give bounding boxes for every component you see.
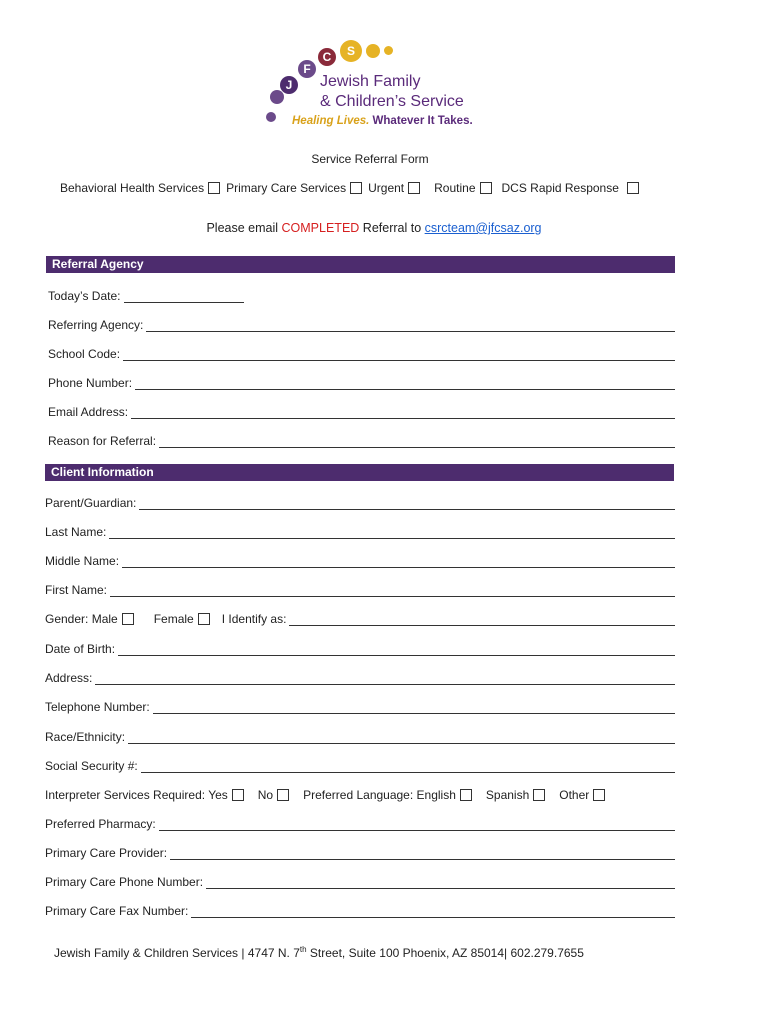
logo-dot — [384, 46, 393, 55]
first-name-input[interactable] — [110, 585, 675, 597]
referring-agency-input[interactable] — [146, 320, 675, 332]
logo-name-line2: & Children’s Service — [320, 93, 464, 110]
logo-dot — [270, 90, 284, 104]
footer-address: Jewish Family & Children Services | 4747 N. 7th Street, Suite 100 Phoenix, AZ 85014| 602.279.7655 — [54, 945, 584, 960]
phone-number-input[interactable] — [135, 378, 675, 390]
language-other-checkbox[interactable] — [593, 789, 605, 801]
primary-care-provider-input[interactable] — [170, 848, 675, 860]
logo-dot — [266, 112, 276, 122]
race-ethnicity-input[interactable] — [128, 732, 675, 744]
routine-checkbox[interactable] — [480, 182, 492, 194]
service-type-row — [60, 181, 680, 195]
referral-email-link[interactable]: csrcteam@jfcsaz.org — [424, 221, 542, 235]
primary-care-checkbox[interactable] — [350, 182, 362, 194]
reason-for-referral-field: Reason for Referral: — [48, 432, 675, 448]
interpreter-no-checkbox[interactable] — [277, 789, 289, 801]
gender-row: Gender: Male Female I Identify as: — [45, 610, 675, 626]
todays-date-input[interactable] — [124, 291, 244, 303]
email-address-input[interactable] — [131, 407, 675, 419]
telephone-number-input[interactable] — [153, 702, 675, 714]
service-option: Urgent — [368, 181, 434, 195]
service-option: Routine — [434, 181, 501, 195]
date-of-birth-input[interactable] — [118, 644, 675, 656]
logo-name-line1: Jewish Family — [320, 73, 421, 90]
social-security-input[interactable] — [141, 761, 675, 773]
interpreter-yes-checkbox[interactable] — [232, 789, 244, 801]
preferred-pharmacy-field: Preferred Pharmacy: — [45, 815, 675, 831]
logo-letter-s: S — [340, 40, 362, 62]
form-title: Service Referral Form — [311, 152, 429, 166]
reason-for-referral-input[interactable] — [159, 436, 675, 448]
first-name-field: First Name: — [45, 581, 675, 597]
date-of-birth-field: Date of Birth: — [45, 640, 675, 656]
email-address-field: Email Address: — [48, 403, 675, 419]
address-field: Address: — [45, 669, 675, 685]
middle-name-input[interactable] — [122, 556, 675, 568]
language-spanish-checkbox[interactable] — [533, 789, 545, 801]
primary-care-provider-field: Primary Care Provider: — [45, 844, 675, 860]
gender-identify-input[interactable] — [289, 614, 675, 626]
jfcs-logo — [264, 40, 494, 132]
referring-agency-field: Referring Agency: — [48, 316, 675, 332]
phone-number-field: Phone Number: — [48, 374, 675, 390]
todays-date-field: Today’s Date: — [48, 287, 258, 303]
gender-female-checkbox[interactable] — [198, 613, 210, 625]
language-english-checkbox[interactable] — [460, 789, 472, 801]
parent-guardian-input[interactable] — [139, 498, 675, 510]
logo-letter-f: F — [298, 60, 316, 78]
urgent-checkbox[interactable] — [408, 182, 420, 194]
primary-care-phone-field: Primary Care Phone Number: — [45, 873, 675, 889]
logo-letter-j: J — [280, 76, 298, 94]
school-code-field: School Code: — [48, 345, 675, 361]
address-input[interactable] — [95, 673, 675, 685]
preferred-pharmacy-input[interactable] — [159, 819, 675, 831]
logo-dot — [366, 44, 380, 58]
service-option: DCS Rapid Response — [502, 181, 645, 195]
referral-agency-heading: Referral Agency — [46, 256, 675, 273]
social-security-field: Social Security #: — [45, 757, 675, 773]
service-option: Behavioral Health Services — [60, 181, 226, 195]
gender-male-checkbox[interactable] — [122, 613, 134, 625]
interpreter-row: Interpreter Services Required: Yes No Preferred Language: English Spanish Other — [45, 786, 611, 802]
telephone-number-field: Telephone Number: — [45, 698, 675, 714]
email-instruction: Please email COMPLETED Referral to csrcteam@jfcsaz.org — [206, 221, 542, 235]
race-ethnicity-field: Race/Ethnicity: — [45, 728, 675, 744]
primary-care-fax-field: Primary Care Fax Number: — [45, 902, 675, 918]
primary-care-phone-input[interactable] — [206, 877, 675, 889]
behavioral-health-checkbox[interactable] — [208, 182, 220, 194]
dcs-rapid-response-checkbox[interactable] — [627, 182, 639, 194]
service-option: Primary Care Services — [226, 181, 368, 195]
middle-name-field: Middle Name: — [45, 552, 675, 568]
client-information-heading: Client Information — [45, 464, 674, 481]
logo-tagline: Healing Lives. Whatever It Takes. — [292, 115, 473, 127]
last-name-field: Last Name: — [45, 523, 675, 539]
school-code-input[interactable] — [123, 349, 675, 361]
parent-guardian-field: Parent/Guardian: — [45, 494, 675, 510]
logo-letter-c: C — [318, 48, 336, 66]
primary-care-fax-input[interactable] — [191, 906, 675, 918]
last-name-input[interactable] — [109, 527, 675, 539]
